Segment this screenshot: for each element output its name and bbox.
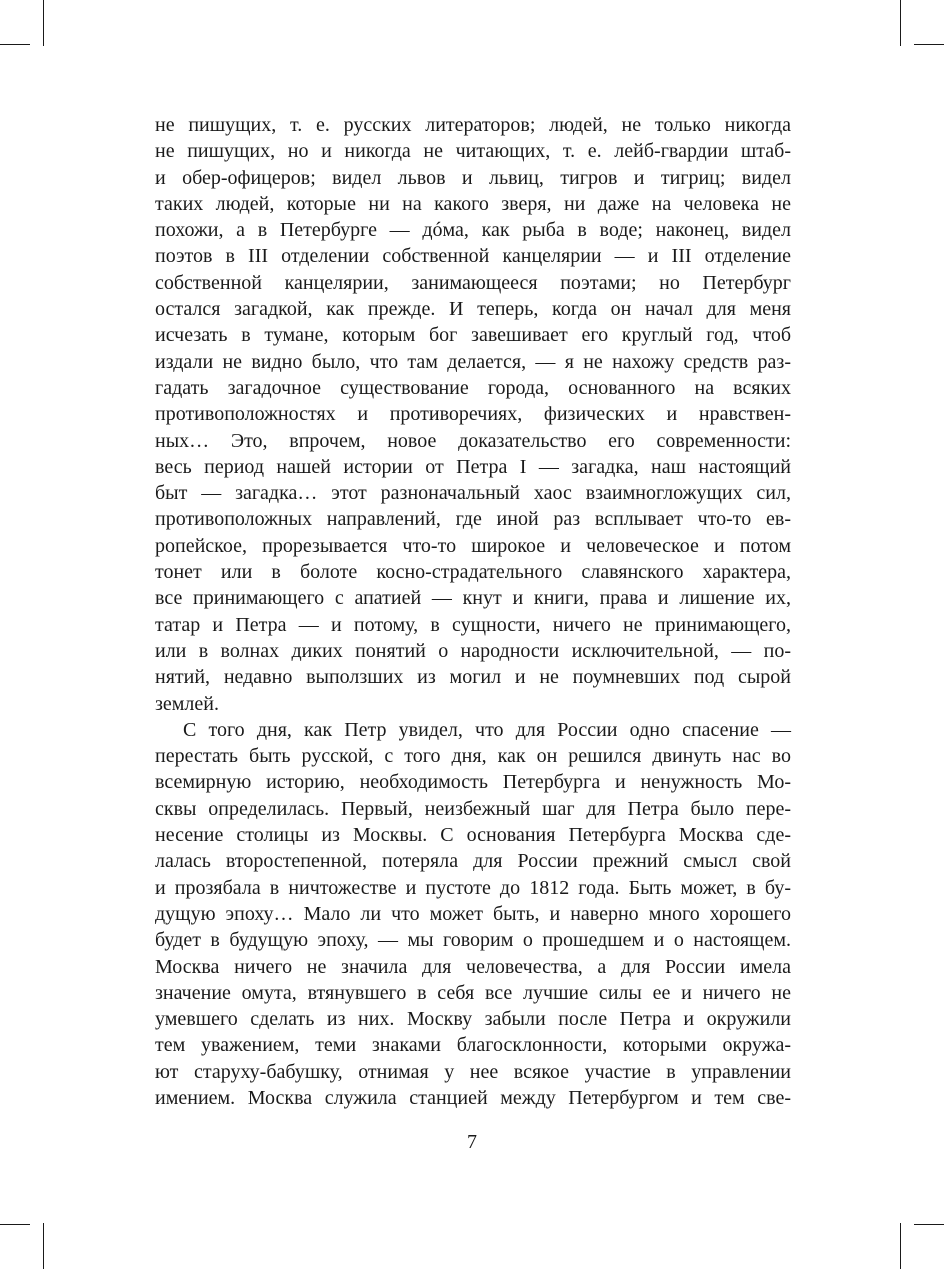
text-line: не пишущих, но и никогда не читающих, т. е. лейб-гвардии штаб- [155, 140, 791, 163]
text-line: противоположных направлений, где иной раз всплывает что-то ев- [155, 508, 791, 531]
text-line: дущую эпоху… Мало ли что может быть, и наверно много хорошего [155, 902, 791, 925]
text-line: Москва ничего не значила для человечества, а для России имела [155, 955, 791, 978]
text-line: или в волнах диких понятий о народности исключительной, — по- [155, 639, 791, 662]
text-line: землей. [155, 692, 219, 715]
text-line: остался загадкой, как прежде. И теперь, когда он начал для меня [155, 298, 791, 321]
text-line: будет в будущую эпоху, — мы говорим о прошедшем и о настоящем. [155, 929, 791, 952]
text-line: не пишущих, т. е. русских литераторов; людей, не только никогда [155, 114, 791, 136]
body-text [155, 112, 791, 1111]
text-line: значение омута, втянувшего в себя все лучшие силы ее и ничего не [155, 981, 791, 1004]
text-line: и прозябала в ничтожестве и пустоте до 1812 года. Быть может, в бу- [155, 876, 791, 899]
text-line: похожи, а в Петербурге — дóма, как рыба в воде; наконец, видел [155, 219, 791, 242]
text-line: ных… Это, впрочем, новое доказательство его современности: [155, 429, 791, 452]
crop-mark-bottom-right-horizontal [914, 1224, 944, 1225]
text-line: несение столицы из Москвы. С основания Петербурга Москва сде- [155, 824, 791, 847]
text-line: противоположностях и противоречиях, физических и нравствен- [155, 403, 791, 426]
text-line: и обер-офицеров; видел львов и львиц, тигров и тигриц; видел [155, 166, 791, 189]
text-line: все принимающего с апатией — кнут и книги, права и лишение их, [155, 587, 791, 610]
crop-mark-top-left-horizontal [0, 44, 30, 45]
crop-mark-bottom-right-vertical [900, 1223, 901, 1269]
crop-mark-top-right-vertical [900, 0, 901, 46]
text-line: всемирную историю, необходимость Петербурга и ненужность Мо- [155, 771, 791, 794]
text-line: исчезать в тумане, которым бог завешивает его круглый год, чтоб [155, 324, 791, 347]
text-line: нятий, недавно выползших из могил и не поумневших под сырой [155, 666, 791, 689]
paragraph [155, 112, 791, 717]
text-line: сквы определилась. Первый, неизбежный шаг для Петра было пере- [155, 797, 791, 820]
text-line: собственной канцелярии, занимающееся поэтами; но Петербург [155, 271, 791, 294]
crop-mark-top-left-vertical [43, 0, 44, 46]
text-line: тем уважением, теми знаками благосклонности, которыми окружа- [155, 1034, 791, 1057]
text-line: С того дня, как Петр увидел, что для России одно спасение — [183, 718, 791, 741]
paragraph [155, 717, 791, 1111]
text-line: татар и Петра — и потому, в сущности, ничего не принимающего, [155, 613, 791, 636]
text-line: лалась второстепенной, потеряла для России прежний смысл свой [155, 850, 791, 873]
text-line: весь период нашей истории от Петра I — загадка, наш настоящий [155, 455, 791, 478]
text-line: издали не видно было, что там делается, — я не нахожу средств раз- [155, 350, 791, 373]
text-line: гадать загадочное существование города, основанного на всяких [155, 376, 791, 399]
text-line: таких людей, которые ни на какого зверя, ни даже на человека не [155, 192, 791, 215]
text-line: перестать быть русской, с того дня, как он решился двинуть нас во [155, 745, 791, 768]
text-line: имением. Москва служила станцией между Петербургом и тем све- [155, 1086, 791, 1109]
crop-mark-bottom-left-horizontal [0, 1224, 30, 1225]
crop-mark-bottom-left-vertical [43, 1223, 44, 1269]
page-number: 7 [467, 1131, 477, 1153]
text-line: ют старуху-бабушку, отнимая у нее всякое участие в управлении [155, 1060, 791, 1083]
text-line: поэтов в III отделении собственной канцелярии — и III отделение [155, 245, 791, 268]
text-line: умевшего сделать из них. Москву забыли после Петра и окружили [155, 1008, 791, 1031]
text-line: ропейское, прорезывается что-то широкое и человеческое и потом [155, 534, 791, 557]
crop-mark-top-right-horizontal [914, 44, 944, 45]
text-line: тонет или в болоте косно-страдательного славянского характера, [155, 561, 791, 584]
text-line: быт — загадка… этот разноначальный хаос взаимногложущих сил, [155, 482, 791, 505]
